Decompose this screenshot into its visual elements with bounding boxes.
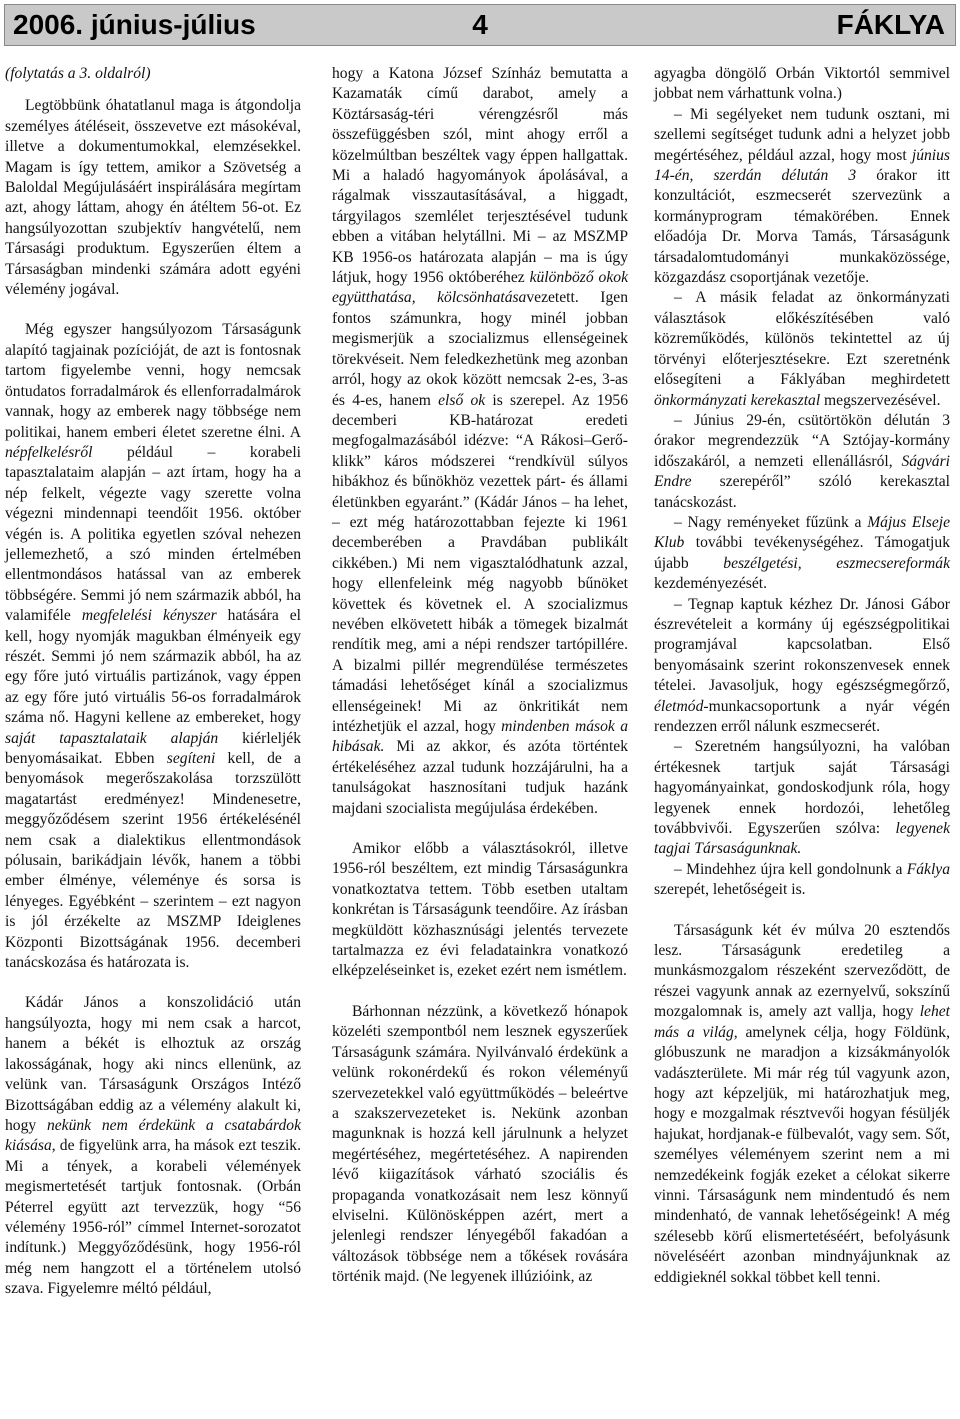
page-number: 4 (472, 9, 488, 40)
page-header (4, 4, 956, 46)
paragraph: Amikor előbb a választásokról, illetve 1956-ról beszéltem, ezt mindig Társaságunkra vonatkoztatva tettem. Több esetben utaltam konkrétan is Társaságunk teendőire. Az írásban megküldött közhasznúsági jelentés tervezete tartalmazza ez évi feladatainkra vonatkozó elképzeléseinket is, ezeket ezért nem ismétlem. (332, 840, 628, 980)
publication-title: FÁKLYA (836, 9, 945, 40)
paragraph: – A másik feladat az önkormányzati választások előkészítésében való közreműködés, különös tekintettel az új törvényi előterjesztésekre. Ezt szeretnénk elősegíteni a Fáklyában meghirdetett önkormányzati kerekasztal megszervezésével. (654, 289, 950, 409)
paragraph: – Szeretném hangsúlyozni, ha valóban értékesnek tartjuk saját Társasági hagyományainkat, gondoskodjunk róla, hogy legyenek ennek hordozói, lehetőleg továbbvivői. Egyszerűen szólva: legyenek tagjai Társaságunknak. (654, 738, 950, 858)
column-1 (5, 64, 301, 1300)
paragraph: hogy a Katona József Színház bemutatta a Kazamaták című darabot, amely a Köztársaság-téri vérengzésről más összefüggésben szól, mint ahogy erről a közelmúltban beszéltek vagy éppen hallgattak. Mi a haladó hagyományok ápolásával, a rágalmak visszautasításával, a higgadt, tárgyilagos szemlélet terjesztésével tudunk ebben a vitában helytállni. Mi – az MSZMP KB 1956-os határozata alapján – ma is úgy látjuk, hogy 1956 októberéhez különböző okok együtthatása, kölcsönhatásavezetett. Igen fontos számunkra, hogy minél jobban megismerjük a szocializmus ellenségeinek törekvéseit. Nem feledkezhetünk meg azonban arról, hogy az okok között nemcsak 2-es, 3-as és 4-es, hanem első ok is szerepel. Az 1956 decemberi KB-határozat eredeti megfogalmazásából idézve: “A Rákosi–Gerő-klikk” káros módszerei “rendkívül súlyos hibákhoz és bűnökhöz vezettek párt- és állami életünkben egyaránt.” (Kádár János – ha lehet, – ezt még határozottabban fejezte ki 1961 decemberében a Pravdában publikált cikkében.) Mi nem vigasztalódhatunk azzal, hogy ellenfeleink még nagyobb bűnöket követtek és követnek el. A szocializmus nevében elkövetett hibák a tömegek bizalmát rendítik meg, ami a népi rendszer tartópillére. A bizalmi pillér megrendülése természetes támadási lehetőséget kínál a szocializmus ellenségeinek! Mi az önkritikát nem intézhetjük el azzal, hogy mindenben mások a hibásak. Mi az akkor, és azóta történtek értékeléséhez azzal tudunk hozzájárulni, ha a tanulságokat hasznosítani tudjuk hazánk majdani szocialista megújulása érdekében. (332, 65, 628, 817)
paragraph: – Nagy reményeket fűzünk a Május Elseje Klub további tevékenységéhez. Támogatjuk újabb beszélgetési, eszmecsereformák kezdeményezését. (654, 513, 951, 593)
paragraph: – Mi segélyeket nem tudunk osztani, mi szellemi segítséget tudunk adni a helyzet jobb megértéséhez, például azzal, hogy most június 14-én, szerdán délután 3 órakor itt konzultációt, eszmecserét szervezünk a kormányprogram témakörében. Ennek előadója Dr. Morva Tamás, Társaságunk társadalomtudományi munkaközössége, közgazdász csoportjának vezetője. (654, 105, 951, 287)
paragraph: Kádár János a konszolidáció után hangsúlyozta, hogy mi nem csak a harcot, hanem a békét is elhoztuk az ország lakosságának, hogy aki nincs ellenünk, az velünk van. Társaságunk Országos Intéző Bizottságában eddig az a vélemény alakult ki, hogy nekünk nem érdekünk a csatabárdok kiásása, de figyelünk arra, ha mások ezt teszik. Mi a tények, a korabeli vélemények megismertetését tartjuk fontosnak. (Orbán Péterrel együtt azt tervezzük, hogy “56 vélemény 1956-ról” címmel Internet-sorozatot indítunk.) Meggyőződésünk, hogy 1956-ról még nem hangzott el a történelem utolsó szava. Figyelemre méltó például, (5, 994, 301, 1298)
paragraph: Bárhonnan nézzünk, a következő hónapok közeléti szempontból nem lesznek egyszerűek Társaságunk számára. Nyilvánvaló érdekünk a velünk rokonérdekű és rokon véleményű szervezetekkel való együttműködés – beleértve a szakszervezeteket is. Nekünk azonban magunknak is hozzá kell járulnunk a helyzet megértéséhez, megértetéséhez. A napirenden lévő kiigazítások várható szociális és propaganda vonatkozásait nem lesz könnyű elviselni. Különösképpen azért, mert a jelenlegi rendszer lényegéből fakadóan a változások többsége nem a tőkések rovására történik majd. (Ne legyenek illúzióink, az (332, 1002, 628, 1286)
paragraph: – Tegnap kaptuk kézhez Dr. Jánosi Gábor észrevételeit a kormány új egészségpolitikai programjával kapcsolatban. Első benyomásaink szerint rokonszenvesek ennek tételei. Javasoljuk, hogy egészségmegőrző, életmód-munkacsoportunk a nyár végén rendezzen erről nálunk eszmecserét. (654, 595, 950, 735)
continued-note: (folytatás a 3. oldalról) (5, 65, 151, 82)
column-3 (654, 64, 950, 1288)
issue-date: 2006. június-július (13, 9, 256, 40)
paragraph: agyagba döngölő Orbán Viktortól semmivel jobbat nem várhattunk volna.) (654, 65, 950, 103)
paragraph: – Június 29-én, csütörtökön délután 3 órakor megrendezzük “A Sztójay-kormány időszakáról, a nemzeti ellenállásról, Ságvári Endre szerepéről” szóló kerekasztal tanácskozást. (654, 411, 950, 511)
paragraph: – Mindehhez újra kell gondolnunk a Fáklya szerepét, lehetőségeit is. (654, 860, 950, 899)
paragraph: Legtöbbünk óhatatlanul maga is átgondolja személyes átéléseit, összevetve ezt másokéval, illetve a dokumentumokkal, elemzésekkel. Magam is így tettem, amikor a Szövetség a Baloldal Megújulásáért inspirálására megírtam azt, ahogy láttam, ahogy én átéltem 56-ot. Ez hangsúlyozottan szubjektív hangvételű, nem Társasági produktum. Egyszerűen éltem a Társaságban mindenki számára adott egyéni vélemény jogával. (5, 97, 301, 299)
column-2 (332, 64, 628, 1288)
paragraph: Társaságunk két év múlva 20 esztendős lesz. Társaságunk eredetileg a munkásmozgalom részeként szerveződött, de részei vagyunk annak az ezernyelvű, sokszínű mozgalomnak is, amely azt vallja, hogy lehet más a világ, amelynek célja, hogy Földünk, glóbuszunk ne maradjon a kizsákmányolók vadászterülete. Mi már rég túl vagyunk azon, hogy azt képzeljük, mi határozhatjuk meg, hogy e mozgalmak résztvevői hogyan fésüljék hajukat, hordjanak-e fülbevalót, vagy sem. Sőt, személyes véleményem szerint nem a mi nemzedékeink fogják ezeket a célokat sikerre vinni. Társaságunk nem mindentudó és nem mindenható, de vannak lehetőségeink! A még szélesebb körű elismertetéséért, befolyásunk növeléséért azonban mindnyájunknak az eddigieknél sokkal többet kell tenni. (654, 921, 950, 1286)
paragraph: Még egyszer hangsúlyozom Társaságunk alapító tagjainak pozícióját, de azt is fontosnak tartom figyelembe venni, hogy nemcsak öntudatos forradalmárok és ellenforradalmárok vannak, hogy az emberek nagy többsége nem politikai, hanem emberi életet szeretne élni. A népfelkelésről például – korabeli tapasztalataim alapján – azt írtam, hogy ha a nép felkelt, végezte vagy szerette volna végezni mindennapi teendőit 1956. október végén is. A politika egyetlen szóval nehezen jellemezhető, a szó minden értelmében ellentmondásos hatással van az emberek többségére. Semmi jó nem származik abból, ha valamiféle megfelelési kényszer hatására el kell, hogy nyomják magukban élményeik egy részét. Semmi jó nem származik abból, ha az egy főre jutó virtuális partizánok, vagy éppen az egy főre jutó virtuális 56-os forradalmárok száma nő. Hagyni kellene az embereket, hogy saját tapasztalataik alapján kiérleljék benyomásaikat. Ebben segíteni kell, de a benyomások megerőszakolása torzszülött magatartást eredményez! Mindenesetre, meggyőződésem szerint 1956 értékelésénél nem csak a dialektikus ellentmondások pólusain, barikádjain lévők, hanem a többi ember élménye, véleménye és sorsa is lényeges. Egyébként – szerintem – ezt nagyon is jól érzékelte az MSZMP Ideiglenes Központi Bizottságának 1956. decemberi tanácskozása és határozata is. (5, 321, 301, 972)
